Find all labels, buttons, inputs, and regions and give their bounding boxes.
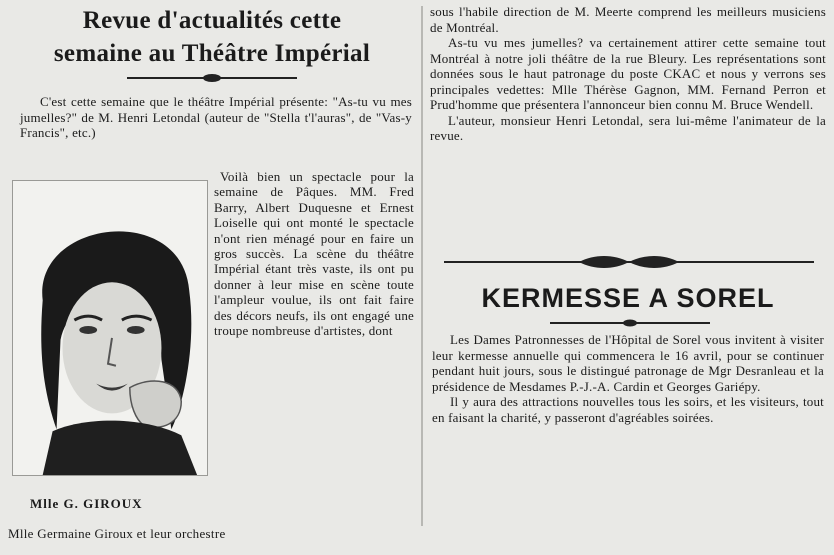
photo-caption: Mlle G. GIROUX	[30, 496, 143, 511]
article-theatre-imperial	[8, 0, 416, 555]
headline-line-1: Revue d'actualités cette	[82, 7, 342, 34]
portrait-photo-block	[12, 180, 210, 476]
headline-ornament-rule	[127, 72, 297, 84]
article-headline	[8, 0, 416, 70]
kermesse-paragraph-2: Il y aura des attractions nouvelles tous les soirs, et les visiteurs, tout en faisant la charité, y passeront d'agréables soirées.	[432, 394, 824, 425]
article-lead-paragraph: C'est cette semaine que le théâtre Impérial présente: "As-tu vu mes jumelles?" de M. Henri Letondal (auteur de "Stella t'l'auras", de "Vas-y Francis", etc.)	[20, 94, 412, 140]
headline-line-2: semaine au Théâtre Impérial	[53, 40, 371, 67]
continuation-paragraph-2: As-tu vu mes jumelles? va certainement attirer cette semaine tout Montréal à notre joli théâtre de la rue Bleury. Les représentations sont données sous le haut patronage du poste CKAC et nous y verrons ses principales vedettes: Mlle Thérèse Gagnon, MM. Fernand Perron et Prud'homme que présentera l'annonceur bien connu M. Bruce Wendell.	[430, 35, 826, 112]
portrait-image	[13, 181, 207, 475]
section-divider-flourish	[444, 254, 814, 270]
kermesse-paragraph-1: Les Dames Patronnesses de l'Hôpital de Sorel vous invitent à visiter leur kermesse annuelle qui commencera le 16 avril, pour se continuer pendant huit jours, sous le distingué patronage de Mgr Desranleau et la présidence de Mesdames P.-J.-A. Cardin et Georges Gariépy.	[432, 332, 824, 394]
right-column	[430, 0, 826, 555]
portrait-photo	[12, 180, 208, 476]
kermesse-ornament-rule	[550, 318, 710, 328]
continuation-paragraph-1: sous l'habile direction de M. Meerte comprend les meilleurs musiciens de Montréal.	[430, 4, 826, 35]
article-kermesse-body	[432, 332, 824, 425]
article-continuation	[430, 4, 826, 144]
article-body-beside-photo: Voilà bien un spectacle pour la semaine de Pâques. MM. Fred Barry, Albert Duquesne et Ernest Loiselle qui ont monté le spectacle n'ont rien ménagé pour en faire un gros succès. La scène du théâtre Impérial étant très vaste, ils ont pu donner à leur mise en scène toute l'ampleur voulue, ils ont fait faire des décors neufs, ils ont engagé une troupe nombreuse d'artistes, dont	[214, 169, 414, 339]
article-headline-kermesse: KERMESSE A SOREL	[481, 283, 775, 313]
column-divider	[421, 6, 423, 526]
continuation-paragraph-3: L'auteur, monsieur Henri Letondal, sera lui-même l'animateur de la revue.	[430, 112, 826, 143]
article-body-last-line: Mlle Germaine Giroux et leur orchestre	[8, 526, 226, 541]
